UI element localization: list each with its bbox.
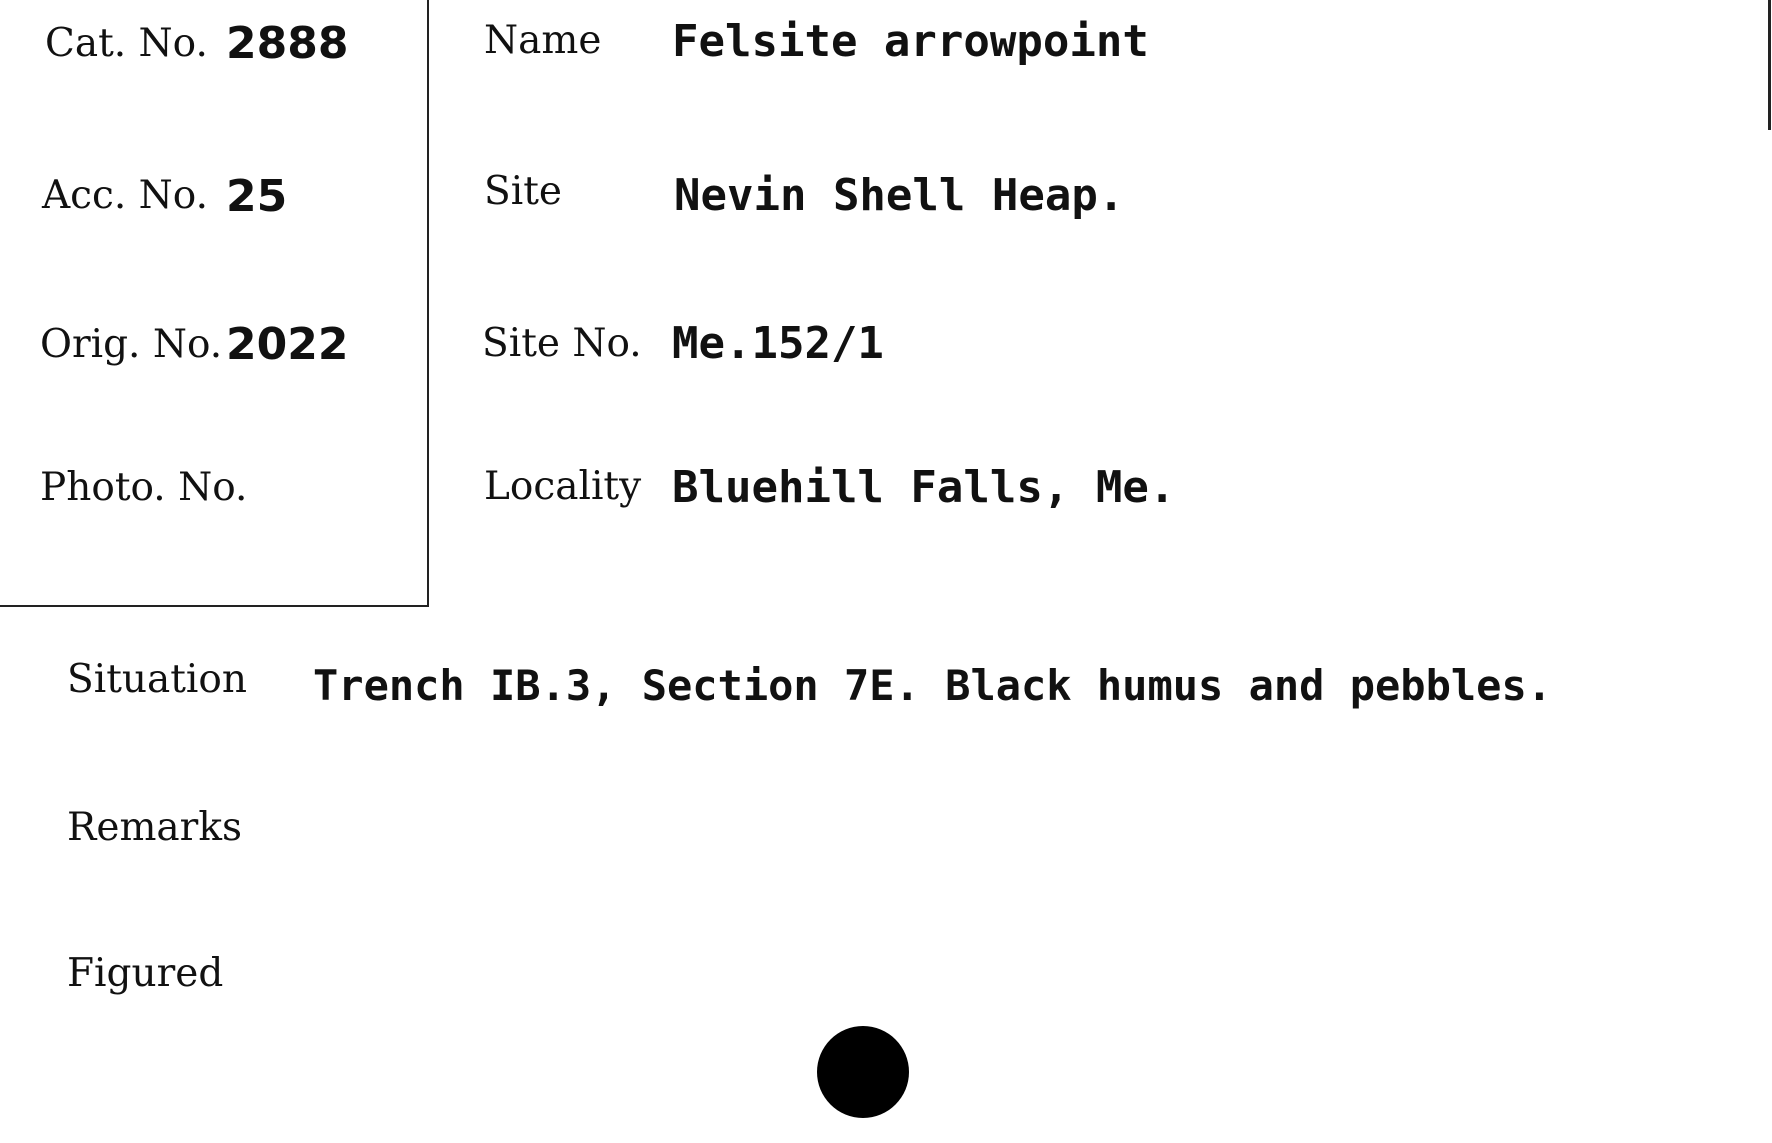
photo-no-label: Photo. No.	[40, 465, 248, 510]
name-label: Name	[484, 18, 602, 63]
cat-no-value: 2888	[226, 18, 349, 69]
site-value: Nevin Shell Heap.	[674, 170, 1125, 221]
site-label: Site	[484, 169, 562, 214]
name-value: Felsite arrowpoint	[672, 16, 1149, 67]
locality-value: Bluehill Falls, Me.	[672, 462, 1176, 513]
remarks-label: Remarks	[67, 805, 242, 850]
number-box	[0, 0, 429, 607]
orig-no-value: 2022	[226, 319, 349, 370]
figured-label: Figured	[67, 951, 224, 996]
punch-hole	[817, 1026, 909, 1118]
situation-label: Situation	[67, 657, 247, 702]
site-no-label: Site No.	[482, 321, 642, 366]
locality-label: Locality	[484, 464, 642, 509]
cat-no-label: Cat. No.	[45, 21, 208, 66]
card-edge-mark	[1768, 0, 1771, 130]
acc-no-value: 25	[226, 171, 288, 222]
situation-value: Trench IB.3, Section 7E. Black humus and pebbles.	[313, 661, 1553, 710]
site-no-value: Me.152/1	[672, 318, 884, 369]
acc-no-label: Acc. No.	[42, 173, 208, 218]
orig-no-label: Orig. No.	[40, 322, 223, 367]
